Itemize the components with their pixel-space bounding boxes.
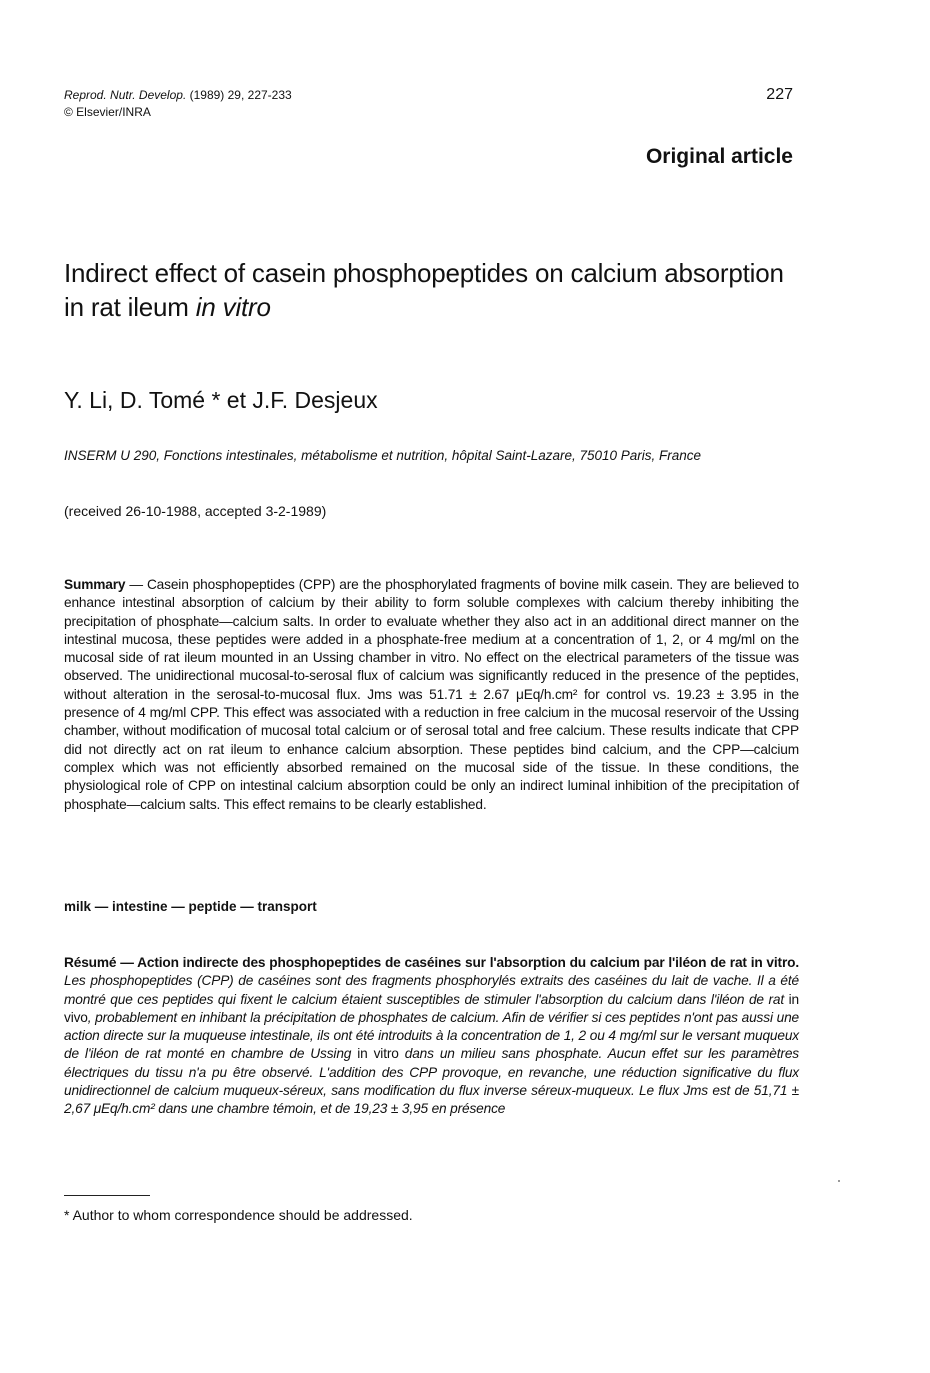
resume-in-vivo: in vivo [64,991,799,1025]
publisher-line: © Elsevier/INRA [64,105,151,119]
journal-name: Reprod. Nutr. Develop. [64,88,187,102]
article-type-heading: Original article [645,145,793,168]
scan-speck [838,1180,840,1182]
author-list: Y. Li, D. Tomé * et J.F. Desjeux [64,387,378,413]
resume-text-1: Les phosphopeptides (CPP) de caséines sont des fragments phosphorylés extraits des caséines du lait de vache. Il a été montré que ces peptides qui fixent le calcium étaient susceptibles de stimuler l'absorption du calcium dans l'iléon de rat [64,973,799,1007]
page-number: 227 [766,86,793,103]
footnote-divider [64,1195,150,1196]
article-title [64,256,804,324]
journal-citation [64,87,292,103]
title-italic: in vitro [195,292,271,322]
journal-volume: (1989) 29, 227-233 [186,88,292,102]
summary-label: Summary [64,577,126,592]
resume-paragraph [64,954,799,1119]
received-dates: (received 26-10-1988, accepted 3-2-1989) [64,503,327,519]
resume-text-2: , probablement en inhibant la précipitation de phosphates de calcium. Afin de vérifier si ces peptides n'ont pas aussi une action directe sur la muqueuse intestinale, ils ont été introduits à la concentration de 1, 2 ou 4 mg/ml sur le versant muqueux de l'iléon de rat monté en chambre de Ussing [64,1009,799,1062]
resume-label: Résumé — Action indirecte des phosphopeptides de caséines sur l'absorption du calcium par l'iléon de rat in vitro. [64,955,799,970]
summary-text: — Casein phosphopeptides (CPP) are the phosphorylated fragments of bovine milk casein. They are believed to enhance intestinal absorption of calcium by their ability to form soluble complexes with calcium thereby inhibiting the precipitation of phosphate—calcium salts. In order to evaluate whether they also act in an additional direct manner on the intestinal mucosa, these peptides were added in a phosphate-free medium at a concentration of 1, 2, or 4 mg/ml on the mucosal side of rat ileum mounted in an Ussing chamber in vitro. No effect on the electrical parameters of the tissue was observed. The unidirectional mucosal-to-serosal flux of calcium was significantly reduced in the presence of the peptides, without alteration in the serosal-to-mucosal flux. Jms was 51.71 ± 2.67 μEq/h.cm² for control vs. 19.23 ± 3.95 in the presence of 4 mg/ml CPP. This effect was associated with a reduction in free calcium in the mucosal reservoir of the Ussing chamber, without modification of mucosal total calcium or of serosal total and free calcium. These results indicate that CPP did not directly act on rat ileum to enhance calcium absorption. These peptides bind calcium, and the CPP—calcium complex which was not efficiently absorbed remained on the mucosal side of the tissue. In these conditions, the physiological role of CPP on intestinal calcium absorption could be only an indirect luminal inhibition of the precipitation of phosphate—calcium salts. This effect remains to be clearly established. [64,577,799,812]
footnote: * Author to whom correspondence should be addressed. [64,1207,413,1223]
resume-text-3: dans un milieu sans phosphate. Aucun effet sur les paramètres électriques du tissu n'a pu être observé. L'addition des CPP provoque, en revanche, une réduction significative du flux unidirectionnel de calcium muqueux-séreux, sans modification du flux inverse séreux-muqueux. Le flux Jms est de 51,71 ± 2,67 μEq/h.cm² dans une chambre témoin, et de 19,23 ± 3,95 en présence [64,1046,799,1117]
resume-in-vitro: in vitro [357,1046,399,1062]
title-main: Indirect effect of casein phosphopeptides on calcium absorption in rat ileum [64,258,784,322]
affiliation: INSERM U 290, Fonctions intestinales, métabolisme et nutrition, hôpital Saint-Lazare, 75010 Paris, France [64,448,702,463]
keywords: milk — intestine — peptide — transport [64,899,317,914]
summary-paragraph [64,576,799,814]
